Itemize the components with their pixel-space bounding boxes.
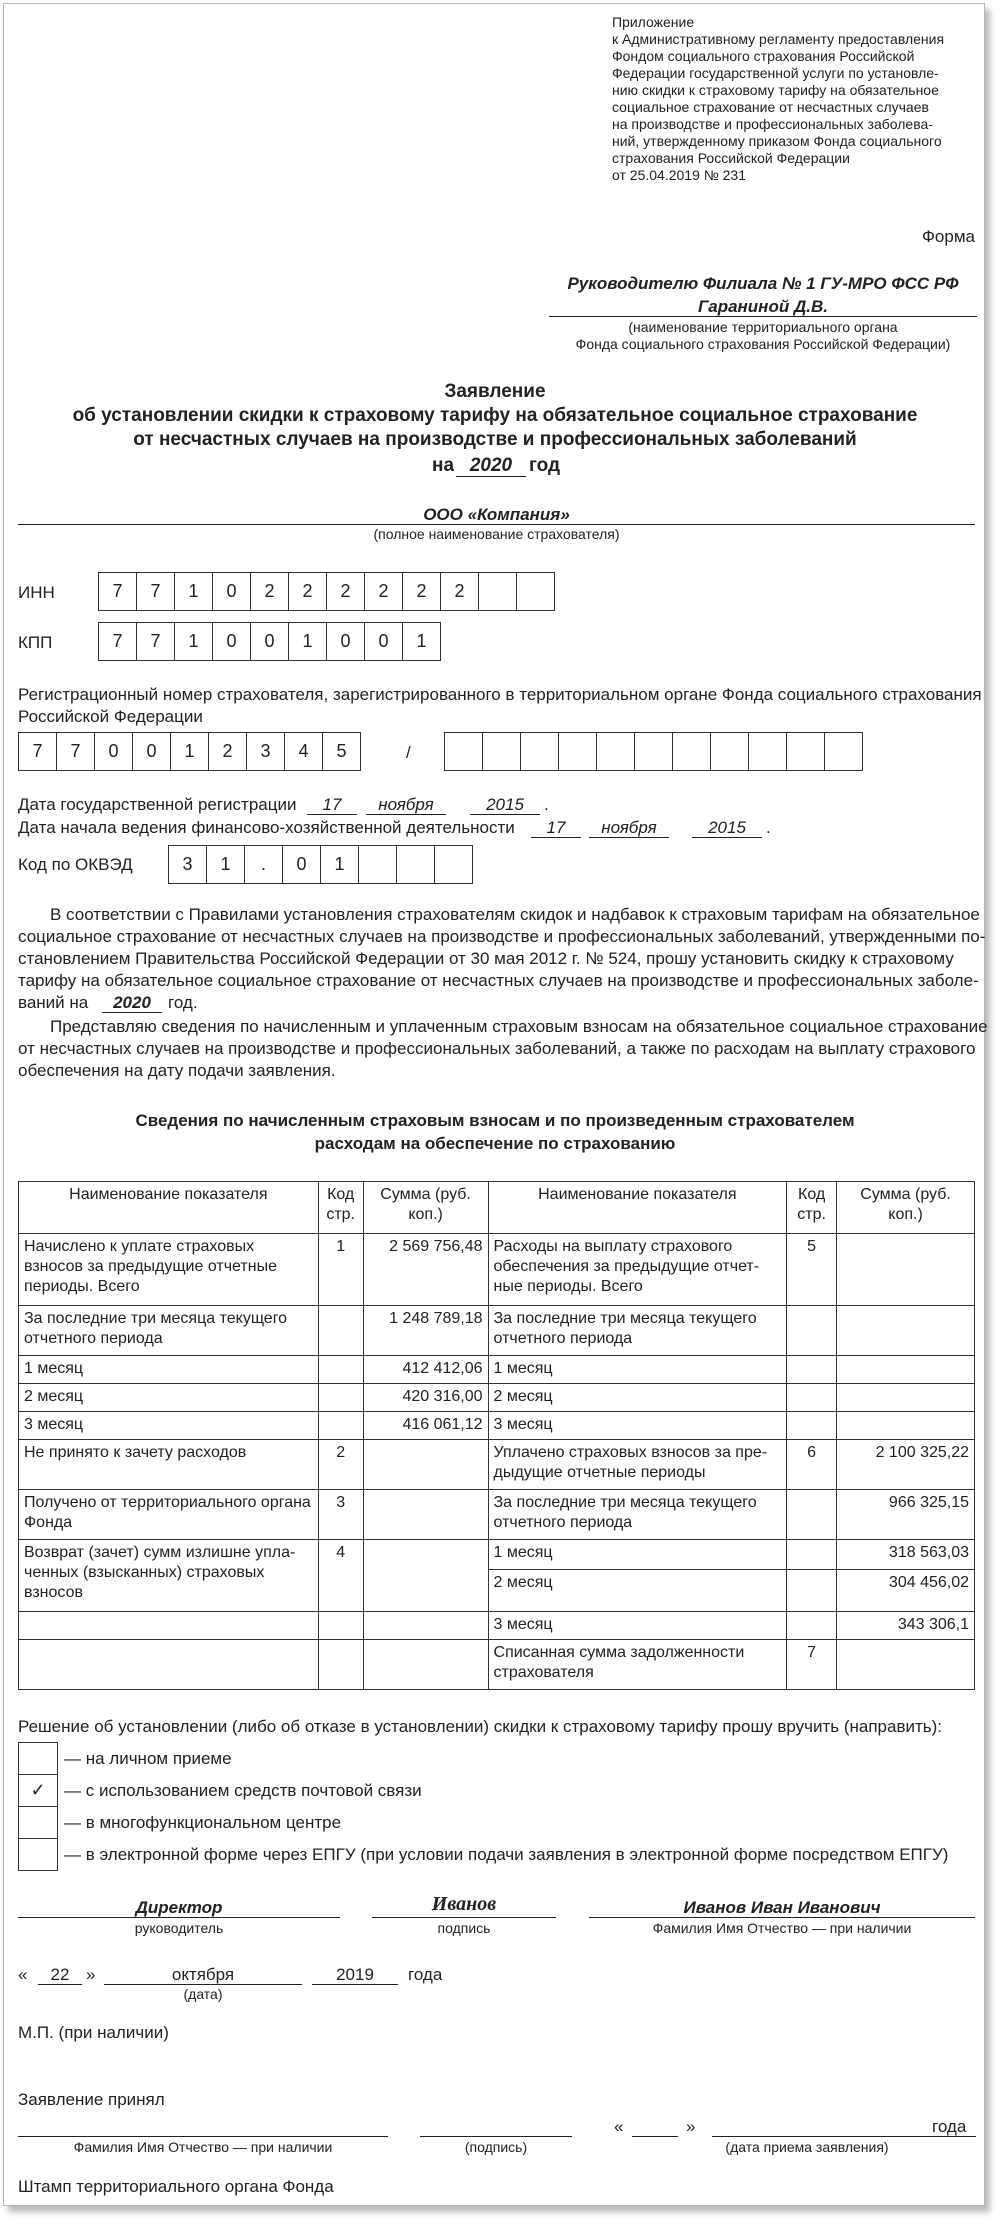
state-reg-year: 2015 — [486, 795, 524, 814]
kpp-digit: 7 — [98, 622, 137, 661]
inn-digit — [478, 572, 517, 611]
signer-fio-underline — [589, 1917, 975, 1918]
date-day-underline — [38, 1984, 82, 1985]
state-reg-dot: . — [544, 795, 549, 814]
reg-extra-cell — [596, 732, 635, 771]
activity-day-underline — [531, 837, 581, 838]
state-reg-year-underline — [470, 814, 540, 815]
accepted-day-underline — [632, 2136, 678, 2137]
reg-extra-cell — [710, 732, 749, 771]
okved-cell: 1 — [206, 845, 245, 884]
table-cell: 1 248 789,18 — [363, 1306, 488, 1356]
state-reg-date-label: Дата государственной регистрации — [18, 795, 297, 814]
option-in-person-label: — на личном приеме — [64, 1749, 232, 1768]
reg-extra-cells — [444, 732, 863, 771]
body-p1-line2: социальное страхование от несчастных случаев на производстве и профессиональных заболеваний, утвержденными по- — [18, 927, 986, 946]
table-cell: 2 — [318, 1440, 363, 1490]
table-header-row — [19, 1182, 975, 1234]
table-cell: Уплачено страховых взносов за предыдущие отчетные периоды — [488, 1440, 787, 1490]
kpp-cells — [98, 622, 441, 661]
title-year: 2020 — [469, 455, 513, 476]
table-cell — [318, 1412, 363, 1440]
checkbox-in-person[interactable] — [18, 1742, 58, 1775]
table-row — [19, 1612, 975, 1640]
stamp-label: Штамп территориального органа Фонда — [18, 2177, 334, 2196]
table-row — [19, 1384, 975, 1412]
table-cell — [318, 1306, 363, 1356]
accepted-date-label: (дата приема заявления) — [725, 2139, 889, 2155]
table-cell — [363, 1490, 488, 1540]
accepted-sign-underline — [420, 2136, 572, 2137]
kpp-digit: 0 — [326, 622, 365, 661]
kpp-digit: 1 — [402, 622, 441, 661]
activity-year-underline — [692, 837, 762, 838]
checkbox-epgu[interactable] — [18, 1838, 58, 1871]
appendix-line: от 25.04.2019 № 231 — [612, 167, 747, 183]
table-cell: 1 месяц — [488, 1356, 787, 1384]
table-cell — [787, 1356, 837, 1384]
appendix-block — [612, 14, 982, 184]
section-title-line1: Сведения по начисленным страховым взносам и по произведенным страхователем — [135, 1111, 855, 1130]
table-row — [19, 1234, 975, 1306]
table-cell: 3 — [318, 1490, 363, 1540]
title-year-prefix: на — [432, 455, 455, 476]
appendix-line: к Административному регламенту предоставления — [612, 31, 945, 47]
appendix-line: социальное страхование от несчастных случаев — [612, 99, 929, 115]
table-cell: 1 — [318, 1234, 363, 1306]
table-cell — [837, 1306, 975, 1356]
insurer-note: (полное наименование страхователя) — [373, 526, 620, 542]
reg-extra-cell — [444, 732, 483, 771]
body-p2-line1: Представляю сведения по начисленным и уплаченным страховым взносам на обязательное социальное страхование — [50, 1017, 988, 1036]
title-line1: Заявление — [444, 381, 546, 402]
checkbox-mfc[interactable] — [18, 1806, 58, 1839]
reg-digit: 5 — [322, 732, 361, 771]
body-p1-year-underline — [102, 1012, 162, 1013]
header-code-2: Код стр. — [787, 1182, 837, 1234]
inn-digit: 2 — [402, 572, 441, 611]
reg-extra-cell — [634, 732, 673, 771]
table-cell: 4 — [318, 1540, 363, 1612]
date-year: 2019 — [336, 1965, 374, 1984]
header-sum: Сумма (руб. коп.) — [363, 1182, 488, 1234]
accepted-year-word: года — [932, 2117, 967, 2136]
table-cell: 416 061,12 — [363, 1412, 488, 1440]
okved-cell — [358, 845, 397, 884]
table-cell: 6 — [787, 1440, 837, 1490]
reg-extra-cell — [824, 732, 863, 771]
inn-digit: 0 — [212, 572, 251, 611]
decision-text: Решение об установлении (либо об отказе в установлении) скидки к страховому тарифу прошу вручить (направить): — [18, 1717, 943, 1736]
table-cell: 2 100 325,22 — [837, 1440, 975, 1490]
form-sheet — [3, 3, 988, 2206]
inn-digit — [516, 572, 555, 611]
table-cell: За последние три месяца текущего отчетного периода — [19, 1306, 319, 1356]
title-year-underline — [456, 476, 526, 477]
table-row — [19, 1640, 975, 1690]
table-cell: Получено от территориального органа Фонда — [19, 1490, 319, 1540]
accepted-sign-label: (подпись) — [464, 2139, 528, 2155]
reg-text1: Регистрационный номер страхователя, зарегистрированного в территориальном органе Фонда социального страхования — [18, 685, 982, 704]
table-cell — [787, 1612, 837, 1640]
table-cell — [837, 1640, 975, 1690]
table-cell: 3 месяц — [19, 1412, 319, 1440]
inn-digit: 2 — [440, 572, 479, 611]
table-cell — [363, 1640, 488, 1690]
insurer-underline — [18, 524, 975, 525]
appendix-line: ний, утвержденному приказом Фонда социального — [612, 133, 942, 149]
accepted-fio-underline — [18, 2136, 388, 2137]
appendix-line: Федерации государственной услуги по установле- — [612, 65, 939, 81]
table-cell: Не принято к зачету расходов — [19, 1440, 319, 1490]
table-cell — [318, 1384, 363, 1412]
signature-underline — [372, 1917, 556, 1918]
table-cell — [19, 1612, 319, 1640]
date-open-quote: « — [18, 1965, 28, 1984]
body-p1-line4: тарифу на обязательное социальное страхование от несчастных случаев на производстве и профессиональных заболе- — [18, 971, 979, 990]
inn-digit: 2 — [250, 572, 289, 611]
reg-extra-cell — [748, 732, 787, 771]
table-cell: Возврат (зачет) сумм излишне уплаченных (взысканных) страховых взносов — [19, 1540, 319, 1612]
body-p1-line5-prefix: ваний на — [18, 993, 89, 1012]
table-cell: 3 месяц — [488, 1412, 787, 1440]
table-row — [19, 1306, 975, 1356]
accepted-close-quote: » — [686, 2117, 696, 2136]
kpp-digit: 1 — [288, 622, 327, 661]
title-line2: об установлении скидки к страховому тарифу на обязательное социальное страхование — [72, 405, 918, 426]
table-cell: 343 306,1 — [837, 1612, 975, 1640]
table-cell: 1 месяц — [19, 1356, 319, 1384]
reg-extra-cell — [520, 732, 559, 771]
okved-cell: 0 — [282, 845, 321, 884]
date-month-underline — [104, 1984, 302, 1985]
accepted-title: Заявление принял — [18, 2090, 165, 2109]
table-cell — [837, 1384, 975, 1412]
table-row — [19, 1356, 975, 1384]
table-cell — [318, 1356, 363, 1384]
table-cell — [363, 1612, 488, 1640]
kpp-label: КПП — [18, 633, 53, 652]
reg-cells — [18, 732, 361, 771]
table-cell: 420 316,00 — [363, 1384, 488, 1412]
option-mfc-label: — в многофункциональном центре — [64, 1813, 342, 1832]
contributions-table — [18, 1181, 975, 1690]
table-cell — [318, 1640, 363, 1690]
state-reg-month-underline — [366, 814, 446, 815]
signer-position: Директор — [135, 1898, 223, 1917]
accepted-fio-label: Фамилия Имя Отчество — при наличии — [73, 2139, 333, 2155]
inn-digit: 2 — [326, 572, 365, 611]
table-cell — [787, 1540, 837, 1570]
table-cell: 1 месяц — [488, 1540, 787, 1570]
table-cell: 318 563,03 — [837, 1540, 975, 1570]
reg-digit: 0 — [132, 732, 171, 771]
body-p1-line5-suffix: год. — [168, 993, 198, 1012]
body-p1-line1: В соответствии с Правилами установления страхователям скидок и надбавок к страховым тарифам на обязательное — [50, 905, 980, 924]
reg-digit: 1 — [170, 732, 209, 771]
reg-digit: 7 — [18, 732, 57, 771]
date-label: (дата) — [183, 1986, 223, 2002]
addressee-underline — [549, 316, 977, 317]
body-p2-line2: от несчастных случаев на производстве и профессиональных заболеваний, а также по расходам на выплату страхового — [18, 1039, 976, 1058]
inn-digit: 1 — [174, 572, 213, 611]
inn-label: ИНН — [18, 583, 55, 602]
date-close-quote: » — [86, 1965, 96, 1984]
okved-cell: 1 — [320, 845, 359, 884]
activity-month: ноября — [601, 818, 657, 837]
state-reg-month: ноября — [378, 795, 434, 814]
table-cell: Начислено к уплате страховых взносов за предыдущие отчетные периоды. Всего — [19, 1234, 319, 1306]
okved-cell — [434, 845, 473, 884]
inn-digit: 7 — [136, 572, 175, 611]
signer-fio-label: Фамилия Имя Отчество — при наличии — [652, 1920, 912, 1936]
reg-extra-cell — [482, 732, 521, 771]
option-epgu-label: — в электронной форме через ЕПГУ (при условии подачи заявления в электронной форме посредством ЕПГУ) — [64, 1845, 949, 1864]
reg-text2: Российской Федерации — [18, 707, 203, 726]
addressee-line1: Руководителю Филиала № 1 ГУ-МРО ФСС РФ — [567, 274, 959, 293]
header-code: Код стр. — [318, 1182, 363, 1234]
table-cell — [837, 1412, 975, 1440]
title-year-suffix: год — [529, 455, 561, 476]
reg-digit: 4 — [284, 732, 323, 771]
accepted-open-quote: « — [614, 2117, 624, 2136]
reg-extra-cell — [672, 732, 711, 771]
table-cell — [19, 1640, 319, 1690]
reg-digit: 2 — [208, 732, 247, 771]
kpp-digit: 7 — [136, 622, 175, 661]
activity-date-label: Дата начала ведения финансово-хозяйственной деятельности — [18, 818, 515, 837]
signer-fio: Иванов Иван Иванович — [683, 1898, 881, 1917]
inn-digit: 7 — [98, 572, 137, 611]
reg-digit: 7 — [56, 732, 95, 771]
table-cell: 304 456,02 — [837, 1570, 975, 1612]
table-cell: 2 месяц — [19, 1384, 319, 1412]
reg-slash: / — [406, 743, 411, 762]
table-row — [19, 1440, 975, 1490]
reg-digit: 3 — [246, 732, 285, 771]
appendix-line: Фондом социального страхования Российской — [612, 48, 915, 64]
table-cell — [363, 1440, 488, 1490]
body-p1-year: 2020 — [113, 993, 151, 1012]
insurer-name: ООО «Компания» — [423, 505, 570, 524]
okved-cell: 3 — [168, 845, 207, 884]
activity-year: 2015 — [708, 818, 746, 837]
table-cell: Расходы на выплату страхового обеспечения за предыдущие отчетные периоды. Всего — [488, 1234, 787, 1306]
appendix-line: на производстве и профессиональных заболева- — [612, 116, 933, 132]
body-p2-line3: обеспечения на дату подачи заявления. — [18, 1061, 336, 1080]
option-postal-label: — с использованием средств почтовой связи — [64, 1781, 422, 1800]
table-cell — [837, 1356, 975, 1384]
table-cell: 966 325,15 — [837, 1490, 975, 1540]
table-cell — [837, 1234, 975, 1306]
appendix-line: нию скидки к страховому тарифу на обязательное — [612, 82, 939, 98]
signer-position-underline — [18, 1917, 340, 1918]
signature-handwritten: Иванов — [431, 1893, 497, 1915]
table-cell — [318, 1612, 363, 1640]
checkbox-postal[interactable]: ✓ — [18, 1774, 58, 1807]
state-reg-day: 17 — [322, 795, 342, 814]
table-cell: За последние три месяца текущего отчетного периода — [488, 1306, 787, 1356]
appendix-line: Приложение — [612, 14, 695, 30]
header-sum-2: Сумма (руб. коп.) — [837, 1182, 975, 1234]
form-label: Форма — [922, 227, 975, 246]
table-cell — [787, 1490, 837, 1540]
table-cell: Списанная сумма задолженности страхователя — [488, 1640, 787, 1690]
table-cell: 3 месяц — [488, 1612, 787, 1640]
table-cell — [787, 1412, 837, 1440]
kpp-digit: 0 — [250, 622, 289, 661]
body-p1-line3: становлением Правительства Российской Федерации от 30 мая 2012 г. № 524, прошу установить скидку к страховому — [18, 949, 954, 968]
date-day: 22 — [50, 1965, 70, 1984]
signer-position-label: руководитель — [134, 1920, 224, 1936]
state-reg-day-underline — [307, 814, 357, 815]
okved-cells — [168, 845, 473, 884]
signature-label: подпись — [437, 1920, 491, 1936]
reg-digit: 0 — [94, 732, 133, 771]
header-name-2: Наименование показателя — [488, 1182, 787, 1234]
table-cell — [787, 1384, 837, 1412]
table-row — [19, 1490, 975, 1540]
date-month: октября — [171, 1965, 235, 1984]
table-cell: 2 месяц — [488, 1384, 787, 1412]
inn-digit: 2 — [364, 572, 403, 611]
table-cell — [787, 1306, 837, 1356]
addressee-note2: Фонда социального страхования Российской Федерации) — [575, 336, 951, 352]
okved-label: Код по ОКВЭД — [18, 855, 133, 874]
table-cell: За последние три месяца текущего отчетного периода — [488, 1490, 787, 1540]
appendix-line: страхования Российской Федерации — [612, 150, 850, 166]
table-cell: 412 412,06 — [363, 1356, 488, 1384]
addressee-line2: Гараниной Д.В. — [698, 297, 828, 316]
table-cell: 2 569 756,48 — [363, 1234, 488, 1306]
title-line3: от несчастных случаев на производстве и профессиональных заболеваний — [133, 429, 857, 450]
reg-extra-cell — [786, 732, 825, 771]
okved-cell — [396, 845, 435, 884]
table-cell — [363, 1540, 488, 1612]
inn-digit: 2 — [288, 572, 327, 611]
activity-month-underline — [589, 837, 669, 838]
date-year-word: года — [408, 1965, 443, 1984]
table-row — [19, 1540, 975, 1570]
table-cell — [787, 1570, 837, 1612]
table-cell: 7 — [787, 1640, 837, 1690]
table-cell: 2 месяц — [488, 1570, 787, 1612]
activity-day: 17 — [546, 818, 566, 837]
kpp-digit: 0 — [212, 622, 251, 661]
table-row — [19, 1412, 975, 1440]
header-name: Наименование показателя — [19, 1182, 319, 1234]
addressee-note1: (наименование территориального органа — [628, 319, 898, 335]
date-year-underline — [312, 1984, 398, 1985]
activity-dot: . — [766, 818, 771, 837]
section-title-line2: расходам на обеспечение по страхованию — [314, 1134, 676, 1153]
okved-cell: . — [244, 845, 283, 884]
kpp-digit: 1 — [174, 622, 213, 661]
table-cell: 5 — [787, 1234, 837, 1306]
mp-label: М.П. (при наличии) — [18, 2023, 169, 2042]
reg-extra-cell — [558, 732, 597, 771]
inn-cells — [98, 572, 555, 611]
kpp-digit: 0 — [364, 622, 403, 661]
